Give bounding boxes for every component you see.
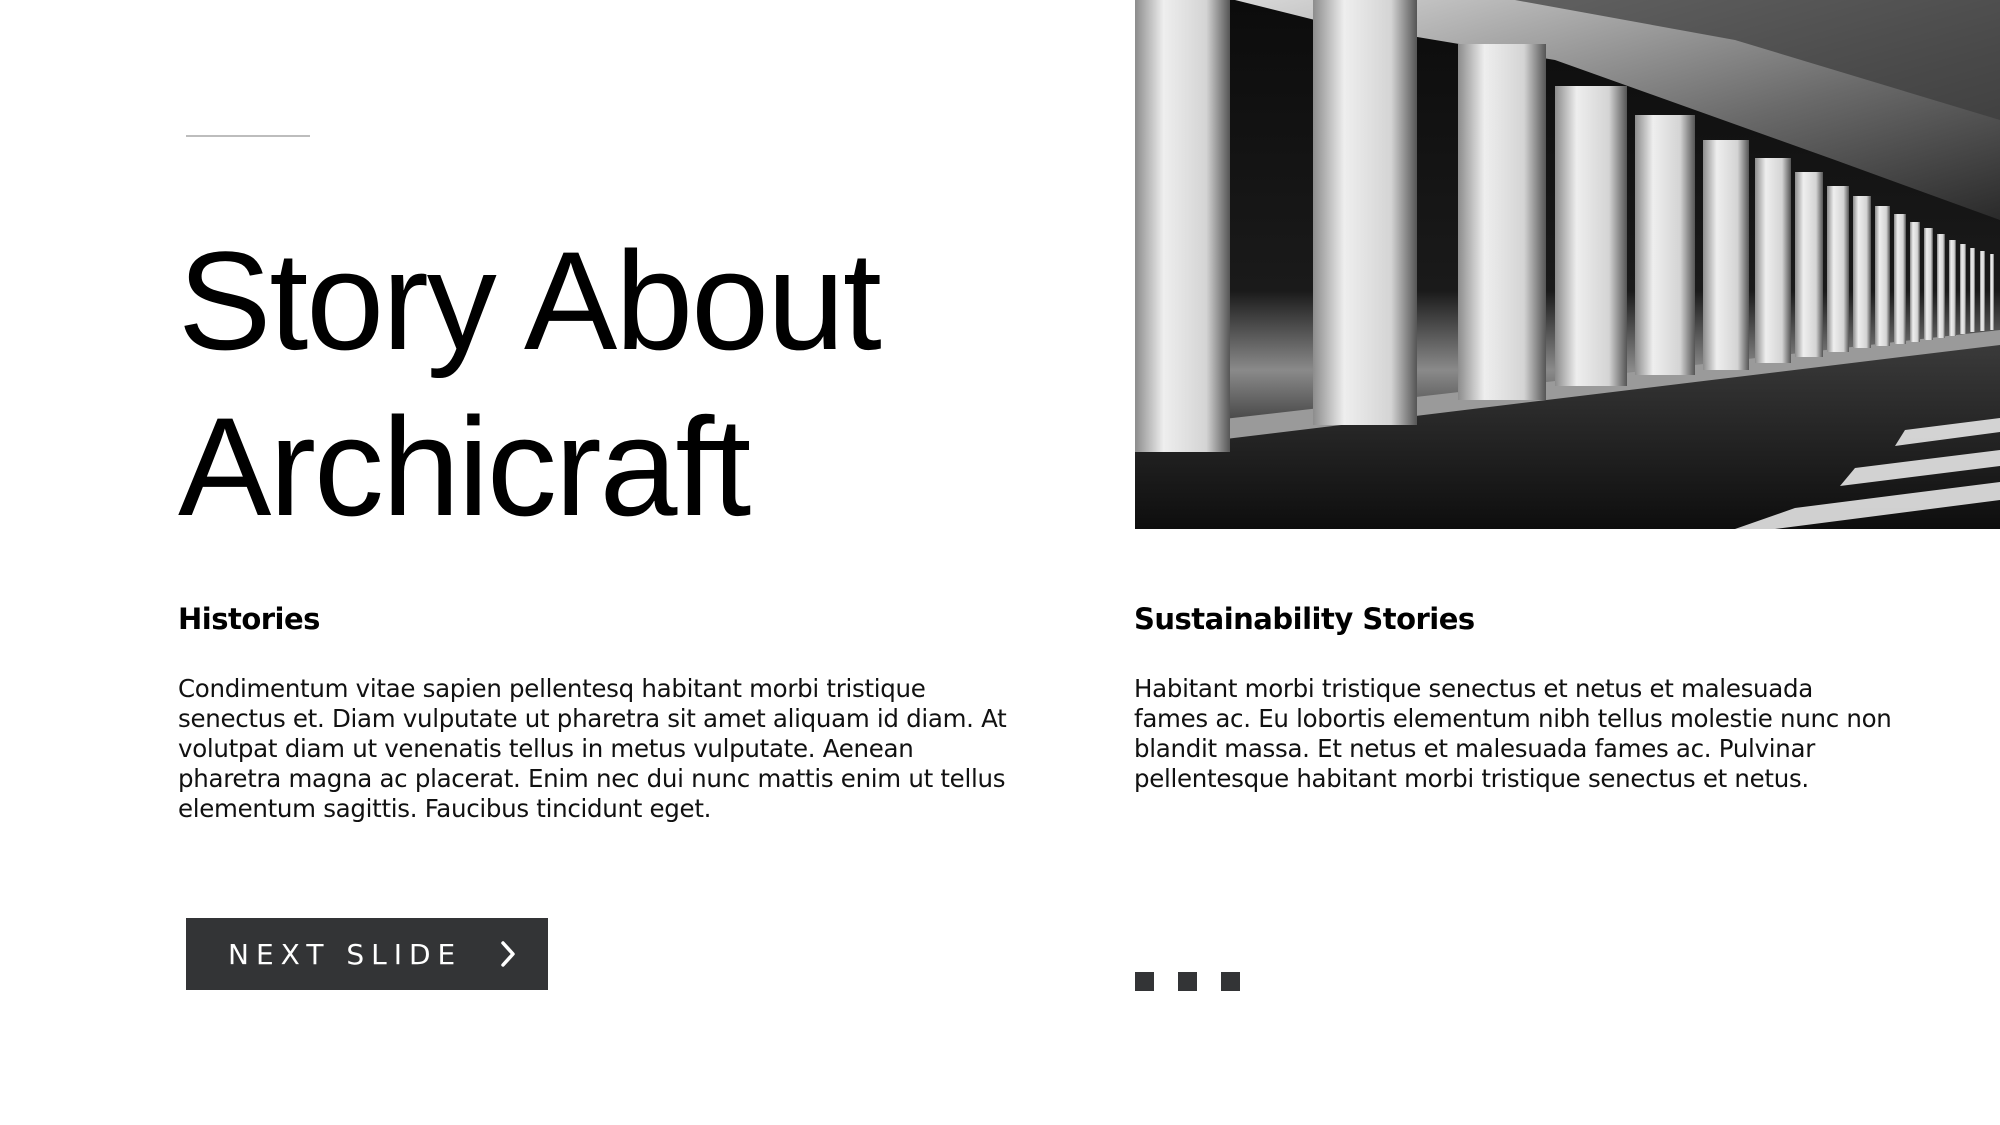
decorative-rule	[186, 135, 310, 137]
dot-square	[1135, 972, 1154, 991]
section-heading-sustainability: Sustainability Stories	[1134, 602, 1475, 636]
title-line-1: Story About	[178, 222, 880, 379]
section-heading-histories: Histories	[178, 602, 320, 636]
next-slide-label: NEXT SLIDE	[228, 937, 463, 971]
chevron-right-icon	[500, 940, 516, 968]
dot-square	[1178, 972, 1197, 991]
title-line-2: Archicraft	[178, 388, 750, 545]
colonnade-photo	[1135, 0, 2000, 529]
section-body-sustainability: Habitant morbi tristique senectus et netus et malesuada fames ac. Eu lobortis elementum nibh tellus molestie nunc non blandit massa. Et netus et malesuada fames ac. Pulvinar pellentesque habitant morbi tristique senectus et netus.	[1134, 674, 1892, 793]
section-body-histories: Condimentum vitae sapien pellentesq habitant morbi tristique senectus et. Diam vulputate ut pharetra sit amet aliquam id diam. At volutpat diam ut venenatis tellus in metus vulputate. Aenean pharetra magna ac placerat. Enim nec dui nunc mattis enim ut tellus elementum sagittis. Faucibus tincidunt eget.	[178, 674, 1007, 823]
dot-square	[1221, 972, 1240, 991]
next-slide-button[interactable]	[186, 918, 548, 990]
decorative-dots	[1135, 972, 1240, 991]
slide-title	[178, 218, 1078, 550]
